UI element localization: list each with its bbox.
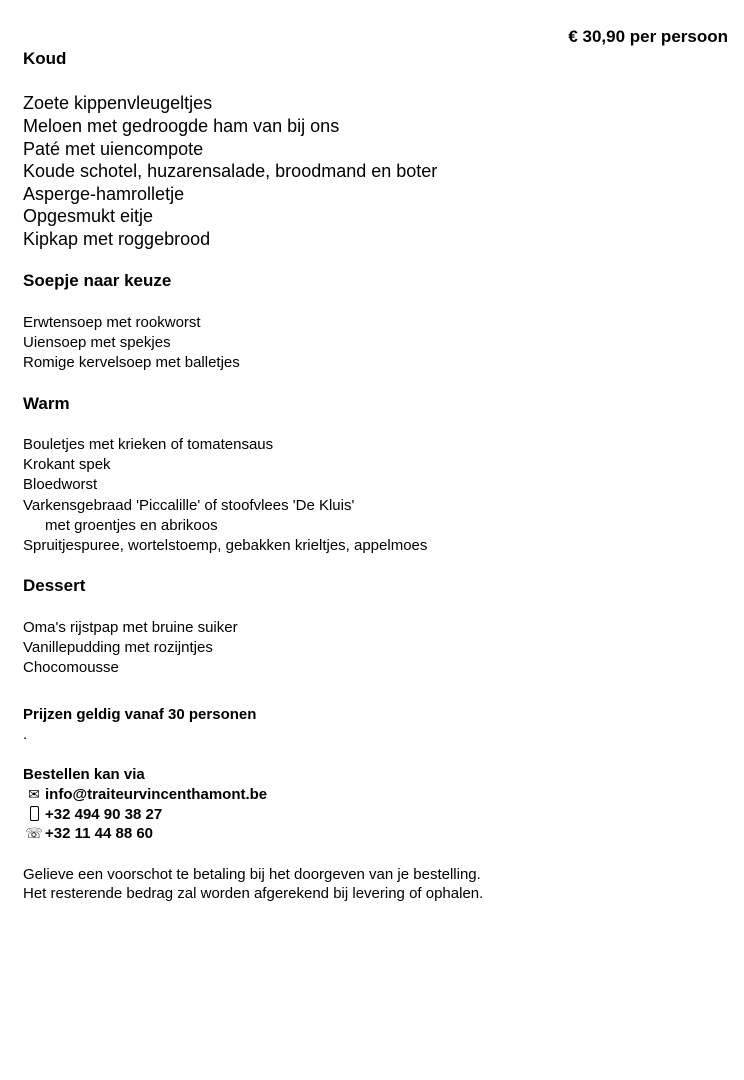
telephone-icon: ☏ — [25, 825, 43, 841]
section-title-soep: Soepje naar keuze — [23, 271, 172, 290]
menu-item: Spruitjespuree, wortelstoemp, gebakken krieltjes, appelmoes — [23, 537, 428, 554]
section-title-warm: Warm — [23, 394, 70, 413]
menu-item: Vanillepudding met rozijntjes — [23, 639, 213, 656]
section-title-dessert: Dessert — [23, 576, 86, 595]
order-mobile[interactable]: +32 494 90 38 27 — [45, 806, 163, 823]
mobile-phone-icon — [23, 806, 45, 821]
menu-item: Asperge-hamrolletje — [23, 184, 185, 204]
menu-item: Chocomousse — [23, 659, 119, 676]
menu-item: Erwtensoep met rookworst — [23, 314, 201, 331]
separator-dot: . — [23, 726, 28, 743]
order-email[interactable]: info@traiteurvincenthamont.be — [45, 786, 268, 803]
menu-item: Kipkap met roggebrood — [23, 229, 211, 249]
order-mobile-row[interactable] — [23, 806, 162, 822]
price-per-person: € 30,90 per persoon — [568, 27, 728, 46]
menu-item: Meloen met gedroogde ham van bij ons — [23, 116, 340, 136]
menu-item: Bloedworst — [23, 476, 98, 493]
order-title: Bestellen kan via — [23, 766, 145, 783]
menu-item: Oma's rijstpap met bruine suiker — [23, 619, 238, 636]
menu-item: Koude schotel, huzarensalade, broodmand en boter — [23, 161, 438, 181]
menu-item: Krokant spek — [23, 456, 111, 473]
order-phone-row[interactable] — [23, 826, 153, 841]
menu-item: Romige kervelsoep met balletjes — [23, 354, 240, 371]
order-phone[interactable]: +32 11 44 88 60 — [45, 825, 154, 842]
payment-note: Het resterende bedrag zal worden afgerekend bij levering of ophalen. — [23, 885, 484, 902]
menu-item: met groentjes en abrikoos — [45, 517, 218, 534]
menu-item: Paté met uiencompote — [23, 139, 204, 159]
menu-item: Opgesmukt eitje — [23, 206, 154, 226]
payment-note: Gelieve een voorschot te betaling bij het doorgeven van je bestelling. — [23, 866, 481, 883]
menu-item: Zoete kippenvleugeltjes — [23, 93, 213, 113]
section-title-koud: Koud — [23, 49, 67, 68]
validity-note: Prijzen geldig vanaf 30 personen — [23, 706, 257, 723]
menu-item: Bouletjes met krieken of tomatensaus — [23, 436, 274, 453]
envelope-icon: ✉ — [28, 786, 40, 802]
menu-item: Uiensoep met spekjes — [23, 334, 171, 351]
order-email-row[interactable] — [23, 787, 267, 802]
menu-item: Varkensgebraad 'Piccalille' of stoofvlees 'De Kluis' — [23, 497, 355, 514]
